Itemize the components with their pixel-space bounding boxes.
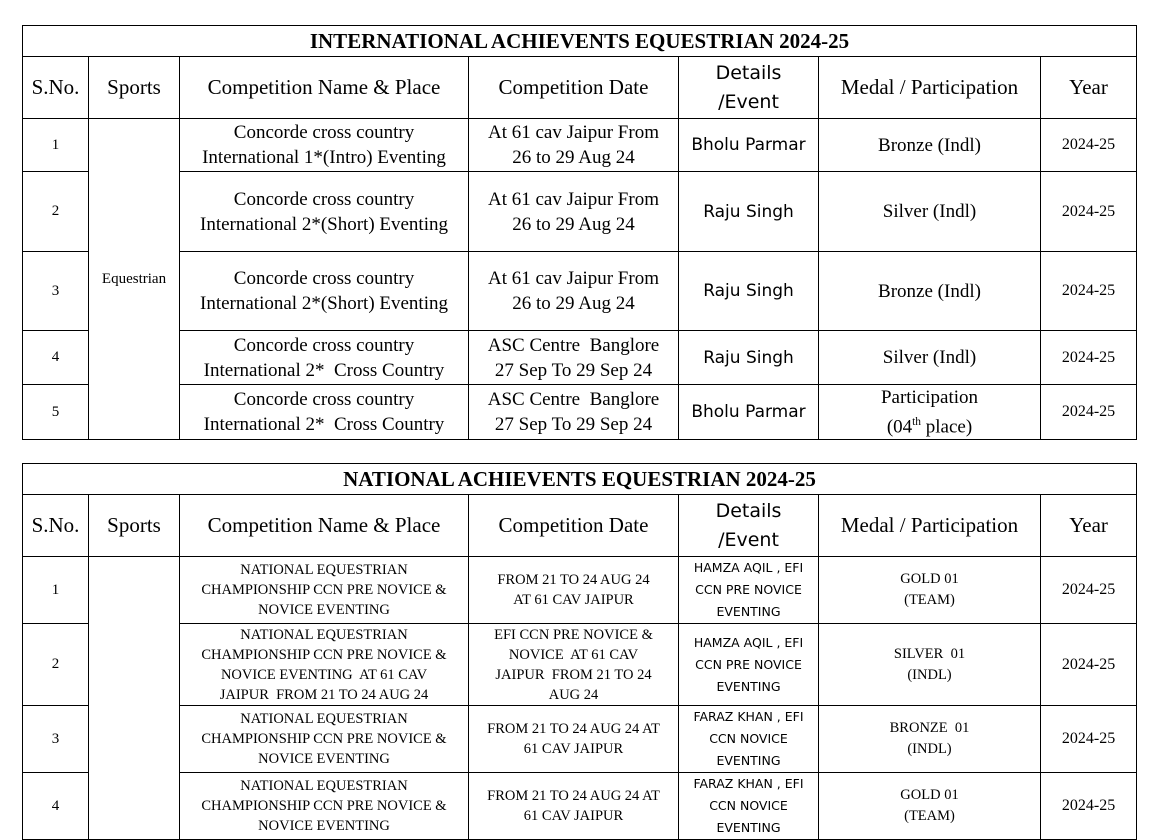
cell-sno: 3 [23,706,89,773]
header-competition: Competition Name & Place [180,495,469,557]
cell-medal: SILVER 01 (INDL) [819,624,1041,706]
header-details: Details /Event [679,495,819,557]
header-date: Competition Date [469,495,679,557]
cell-date: At 61 cav Jaipur From 26 to 29 Aug 24 [469,172,679,252]
cell-date: FROM 21 TO 24 AUG 24 AT 61 CAV JAIPUR [469,706,679,773]
cell-year: 2024-25 [1041,624,1137,706]
cell-year: 2024-25 [1041,331,1137,385]
cell-sno: 2 [23,624,89,706]
header-sno: S.No. [23,57,89,119]
header-sports: Sports [89,495,180,557]
header-row [23,57,1137,119]
cell-medal: Silver (Indl) [819,331,1041,385]
cell-medal: Silver (Indl) [819,172,1041,252]
cell-details: Raju Singh [679,172,819,252]
header-competition: Competition Name & Place [180,57,469,119]
header-medal: Medal / Participation [819,495,1041,557]
header-year: Year [1041,495,1137,557]
cell-medal: Bronze (Indl) [819,252,1041,331]
table-row [23,706,1137,773]
table-row [23,624,1137,706]
cell-sno: 5 [23,385,89,440]
cell-medal: GOLD 01 (TEAM) [819,773,1041,840]
international-table [22,25,1137,440]
table-row [23,773,1137,840]
national-table [22,463,1137,840]
cell-details: Bholu Parmar [679,385,819,440]
header-sno: S.No. [23,495,89,557]
cell-competition: Concorde cross country International 2* Cross Country [180,385,469,440]
cell-date: At 61 cav Jaipur From 26 to 29 Aug 24 [469,252,679,331]
table-row [23,385,1137,440]
cell-competition: NATIONAL EQUESTRIAN CHAMPIONSHIP CCN PRE NOVICE & NOVICE EVENTING [180,557,469,624]
table-row [23,252,1137,331]
cell-details: FARAZ KHAN , EFI CCN NOVICE EVENTING [679,773,819,840]
cell-medal: Participation (04th place) [819,385,1041,440]
cell-date: FROM 21 TO 24 AUG 24 AT 61 CAV JAIPUR [469,773,679,840]
cell-details: Bholu Parmar [679,119,819,172]
cell-year: 2024-25 [1041,557,1137,624]
cell-competition: Concorde cross country International 2* Cross Country [180,331,469,385]
cell-competition: Concorde cross country International 1*(Intro) Eventing [180,119,469,172]
cell-sport: Equestrian [89,119,180,440]
international-title: INTERNATIONAL ACHIEVENTS EQUESTRIAN 2024-25 [23,26,1137,57]
cell-sno: 1 [23,557,89,624]
cell-details: Raju Singh [679,252,819,331]
cell-competition: Concorde cross country International 2*(Short) Eventing [180,252,469,331]
cell-competition: NATIONAL EQUESTRIAN CHAMPIONSHIP CCN PRE NOVICE & NOVICE EVENTING AT 61 CAV JAIPUR FROM 21 TO 24 AUG 24 [180,624,469,706]
cell-date: ASC Centre Banglore 27 Sep To 29 Sep 24 [469,331,679,385]
cell-year: 2024-25 [1041,706,1137,773]
cell-details: HAMZA AQIL , EFI CCN PRE NOVICE EVENTING [679,624,819,706]
table-row [23,557,1137,624]
cell-year: 2024-25 [1041,385,1137,440]
header-row [23,495,1137,557]
national-title: NATIONAL ACHIEVENTS EQUESTRIAN 2024-25 [23,464,1137,495]
header-sports: Sports [89,57,180,119]
cell-competition: Concorde cross country International 2*(Short) Eventing [180,172,469,252]
header-date: Competition Date [469,57,679,119]
cell-sno: 1 [23,119,89,172]
cell-details: Raju Singh [679,331,819,385]
cell-year: 2024-25 [1041,773,1137,840]
cell-sno: 4 [23,773,89,840]
cell-details: HAMZA AQIL , EFI CCN PRE NOVICE EVENTING [679,557,819,624]
cell-competition: NATIONAL EQUESTRIAN CHAMPIONSHIP CCN PRE NOVICE & NOVICE EVENTING [180,706,469,773]
header-details: Details /Event [679,57,819,119]
cell-competition: NATIONAL EQUESTRIAN CHAMPIONSHIP CCN PRE NOVICE & NOVICE EVENTING [180,773,469,840]
cell-sno: 4 [23,331,89,385]
cell-date: At 61 cav Jaipur From 26 to 29 Aug 24 [469,119,679,172]
table-row [23,172,1137,252]
header-medal: Medal / Participation [819,57,1041,119]
cell-date: EFI CCN PRE NOVICE & NOVICE AT 61 CAV JAIPUR FROM 21 TO 24 AUG 24 [469,624,679,706]
table-row [23,119,1137,172]
cell-medal: GOLD 01 (TEAM) [819,557,1041,624]
cell-medal: Bronze (Indl) [819,119,1041,172]
cell-year: 2024-25 [1041,172,1137,252]
cell-details: FARAZ KHAN , EFI CCN NOVICE EVENTING [679,706,819,773]
cell-date: FROM 21 TO 24 AUG 24 AT 61 CAV JAIPUR [469,557,679,624]
cell-medal: BRONZE 01 (INDL) [819,706,1041,773]
cell-sport [89,557,180,840]
cell-year: 2024-25 [1041,119,1137,172]
header-year: Year [1041,57,1137,119]
cell-year: 2024-25 [1041,252,1137,331]
cell-date: ASC Centre Banglore 27 Sep To 29 Sep 24 [469,385,679,440]
cell-sno: 2 [23,172,89,252]
cell-sno: 3 [23,252,89,331]
table-row [23,331,1137,385]
